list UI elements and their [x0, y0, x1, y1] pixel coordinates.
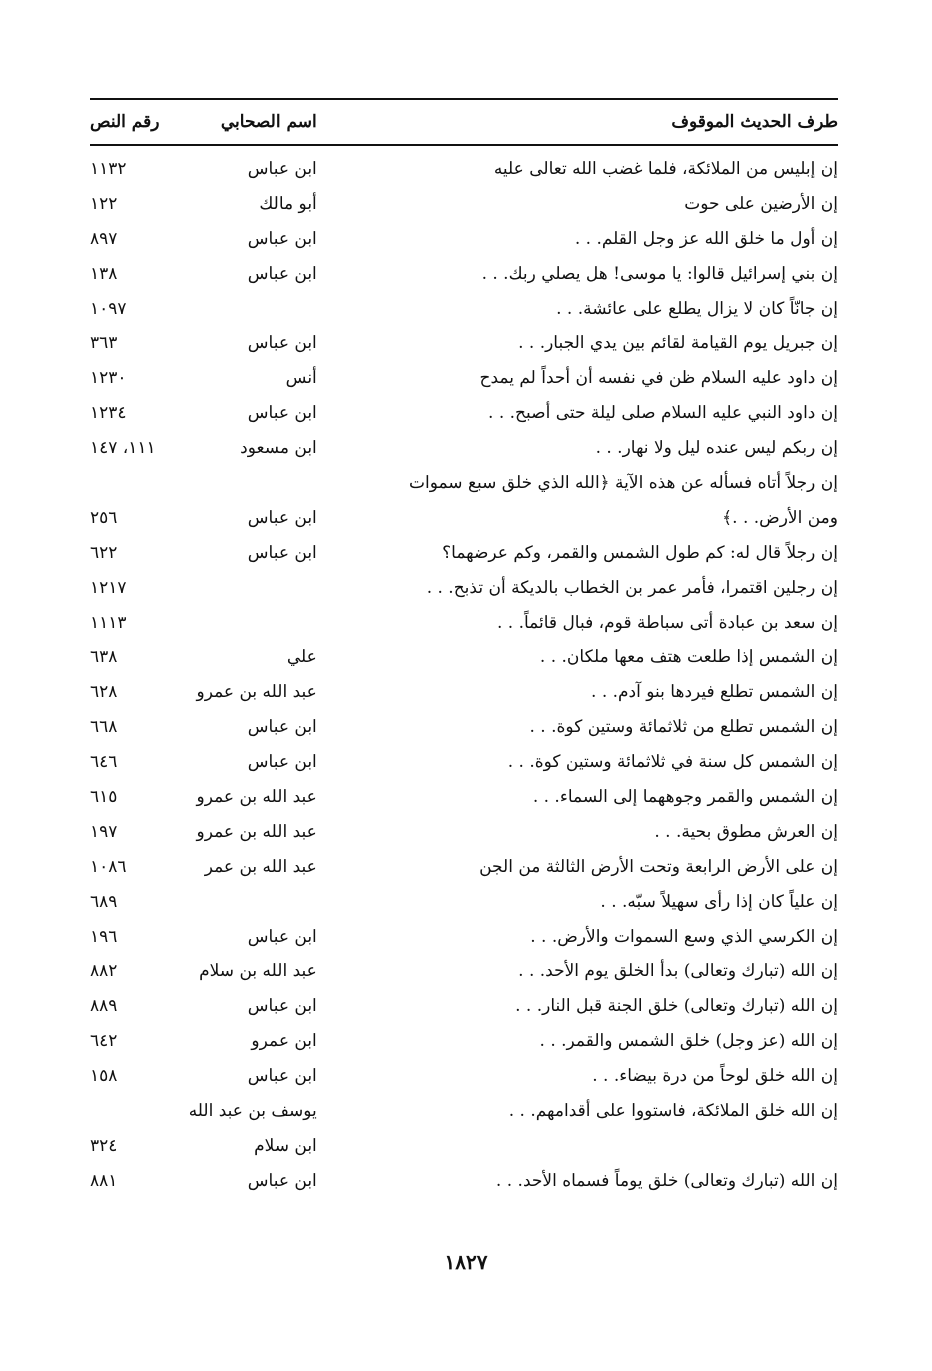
- text-number: ٦٢٨: [90, 682, 118, 703]
- table-row: [90, 500, 838, 535]
- table-row: [90, 780, 838, 815]
- hadith-text: إن داود النبي عليه السلام صلى ليلة حتى أصبح. . .: [488, 403, 838, 424]
- companion-name: أنس: [285, 368, 317, 389]
- header-companion-name: اسم الصحابي: [220, 112, 317, 132]
- index-page: [90, 98, 838, 1198]
- hadith-text: إن الله (تبارك وتعالى) خلق الجنة قبل النار. . .: [515, 996, 838, 1017]
- companion-name: عبد الله بن سلام: [199, 961, 317, 982]
- hadith-text: إن الشمس تطلع من ثلاثمائة وستين كوة. . .: [529, 717, 838, 738]
- table-row: [90, 361, 838, 396]
- companion-name: عبد الله بن عمرو: [196, 821, 317, 842]
- text-number: ٨٩٧: [90, 228, 118, 249]
- hadith-text: إن رجلاً قال له: كم طول الشمس والقمر، وكم عرضهما؟: [442, 542, 838, 563]
- hadith-text: إن الله (تبارك وتعالى) بدأ الخلق يوم الأحد. . .: [518, 961, 838, 982]
- hadith-text: إن الله (عز وجل) خلق الشمس والقمر. . .: [539, 1031, 838, 1052]
- companion-name: ابن عباس: [247, 717, 317, 738]
- companion-name: ابن سلام: [254, 1135, 317, 1156]
- text-number: ١٣٨: [90, 263, 118, 284]
- table-row: [90, 535, 838, 570]
- hadith-text: إن ربكم ليس عنده ليل ولا نهار. . .: [595, 438, 838, 459]
- companion-name: ابن عباس: [247, 158, 317, 179]
- hadith-text: إن رجلين اقتمرا، فأمر عمر بن الخطاب بالديكة أن تذبح. . .: [426, 577, 838, 598]
- text-number: ٦٤٦: [90, 752, 118, 773]
- hadith-text: ومن الأرض. . .﴾: [722, 508, 838, 529]
- companion-name: عبد الله بن عمرو: [196, 682, 317, 703]
- companion-name: ابن عباس: [247, 263, 317, 284]
- table-row: [90, 570, 838, 605]
- table-header: [90, 100, 838, 144]
- text-number: ١٢٣٠: [90, 368, 127, 389]
- table-row: [90, 710, 838, 745]
- text-number: ٢٥٦: [90, 507, 118, 528]
- text-number: ٦٨٩: [90, 891, 118, 912]
- table-row: [90, 1094, 838, 1129]
- hadith-text: إن الله خلق الملائكة، فاستووا على أقدامهم. . .: [508, 1100, 838, 1121]
- table-row: [90, 326, 838, 361]
- table-row: [90, 152, 838, 187]
- table-row: [90, 884, 838, 919]
- text-number: ١٠٩٧: [90, 298, 127, 319]
- hadith-text: إن رجلاً أتاه فسأله عن هذه الآية ﴿الله الذي خلق سبع سموات: [408, 473, 838, 494]
- hadith-text: إن الله (تبارك وتعالى) خلق يوماً فسماه الأحد. . .: [495, 1170, 838, 1191]
- table-row: [90, 989, 838, 1024]
- text-number: ٣٦٣: [90, 333, 118, 354]
- companion-name: يوسف بن عبد الله: [188, 1100, 317, 1121]
- hadith-text: إن الشمس والقمر وجوههما إلى السماء. . .: [532, 786, 838, 807]
- text-number: ١١١، ١٤٧: [90, 438, 156, 459]
- text-number: ٨٨٢: [90, 961, 118, 982]
- hadith-text: إن الشمس كل سنة في ثلاثمائة وستين كوة. . .: [507, 752, 838, 773]
- table-row: [90, 1059, 838, 1094]
- hadith-text: إن أول ما خلق الله عز وجل القلم. . .: [574, 228, 838, 249]
- text-number: ١٢٣٤: [90, 403, 127, 424]
- table-row: [90, 256, 838, 291]
- table-row: [90, 640, 838, 675]
- table-row: [90, 745, 838, 780]
- companion-name: أبو مالك: [259, 193, 317, 214]
- text-number: ٦٢٢: [90, 542, 118, 563]
- text-number: ٨٨١: [90, 1170, 118, 1191]
- hadith-text: إن على الأرض الرابعة وتحت الأرض الثالثة من الجن: [479, 856, 838, 877]
- hadith-text: إن جبريل يوم القيامة لقائم بين يدي الجبار. . .: [518, 333, 838, 354]
- hadith-text: إن الشمس تطلع فيردها بنو آدم. . .: [591, 682, 838, 703]
- table-row: [90, 849, 838, 884]
- companion-name: ابن عباس: [247, 1170, 317, 1191]
- hadith-text: إن بني إسرائيل قالوا: يا موسى! هل يصلي ربك. . .: [481, 263, 838, 284]
- header-text-number: رقم النص: [90, 112, 160, 132]
- companion-name: ابن عباس: [247, 1066, 317, 1087]
- table-row: [90, 1024, 838, 1059]
- table-row: [90, 221, 838, 256]
- text-number: ١٩٧: [90, 821, 118, 842]
- table-row: [90, 605, 838, 640]
- hadith-text: إن الله خلق لوحاً من درة بيضاء. . .: [592, 1066, 838, 1087]
- companion-name: ابن عباس: [247, 228, 317, 249]
- table-row: [90, 186, 838, 221]
- table-row: [90, 814, 838, 849]
- header-hadith-text: طرف الحديث الموقوف: [671, 112, 838, 132]
- text-number: ٦٣٨: [90, 647, 118, 668]
- hadith-text: إن إبليس من الملائكة، فلما غضب الله تعالى عليه: [493, 158, 838, 179]
- table-row: [90, 431, 838, 466]
- table-row: [90, 954, 838, 989]
- text-number: ١١٣٢: [90, 158, 127, 179]
- hadith-text: إن العرش مطوق بحية. . .: [654, 821, 838, 842]
- table-row: [90, 291, 838, 326]
- companion-name: ابن عمرو: [251, 1031, 317, 1052]
- hadith-text: إن الأرضين على حوت: [684, 193, 838, 214]
- text-number: ٨٨٩: [90, 996, 118, 1017]
- text-number: ١٢٢: [90, 193, 118, 214]
- table-row: [90, 1163, 838, 1198]
- text-number: ١٥٨: [90, 1066, 118, 1087]
- hadith-text: إن الكرسي الذي وسع السموات والأرض. . .: [530, 926, 838, 947]
- text-number: ١٠٨٦: [90, 856, 127, 877]
- companion-name: ابن مسعود: [240, 438, 317, 459]
- text-number: ٦٦٨: [90, 717, 118, 738]
- table-row: [90, 466, 838, 501]
- hadith-text: إن الشمس إذا طلعت هتف معها ملكان. . .: [539, 647, 838, 668]
- hadith-text: إن داود عليه السلام ظن في نفسه أن أحداً لم يمدح: [479, 368, 838, 389]
- companion-name: ابن عباس: [247, 926, 317, 947]
- header-rule: [90, 144, 838, 146]
- table-row: [90, 1128, 838, 1163]
- companion-name: علي: [286, 647, 317, 668]
- companion-name: ابن عباس: [247, 752, 317, 773]
- table-row: [90, 675, 838, 710]
- text-number: ٦٤٢: [90, 1031, 118, 1052]
- hadith-text: إن جانّاً كان لا يزال يطلع على عائشة. . .: [556, 298, 838, 319]
- hadith-text: إن سعد بن عبادة أتى سباطة قوم، فبال قائماً. . .: [496, 612, 838, 633]
- companion-name: ابن عباس: [247, 507, 317, 528]
- text-number: ١٩٦: [90, 926, 118, 947]
- text-number: ٣٢٤: [90, 1135, 118, 1156]
- companion-name: ابن عباس: [247, 996, 317, 1017]
- companion-name: عبد الله بن عمر: [204, 856, 317, 877]
- companion-name: ابن عباس: [247, 403, 317, 424]
- companion-name: ابن عباس: [247, 333, 317, 354]
- table-row: [90, 919, 838, 954]
- text-number: ١١١٣: [90, 612, 127, 633]
- companion-name: ابن عباس: [247, 542, 317, 563]
- text-number: ١٢١٧: [90, 577, 127, 598]
- table-row: [90, 396, 838, 431]
- text-number: ٦١٥: [90, 786, 118, 807]
- hadith-text: إن علياً كان إذا رأى سهيلاً سبّه. . .: [600, 891, 838, 912]
- page-number: ١٨٢٧: [444, 1250, 488, 1274]
- index-table: [90, 152, 838, 1199]
- companion-name: عبد الله بن عمرو: [196, 786, 317, 807]
